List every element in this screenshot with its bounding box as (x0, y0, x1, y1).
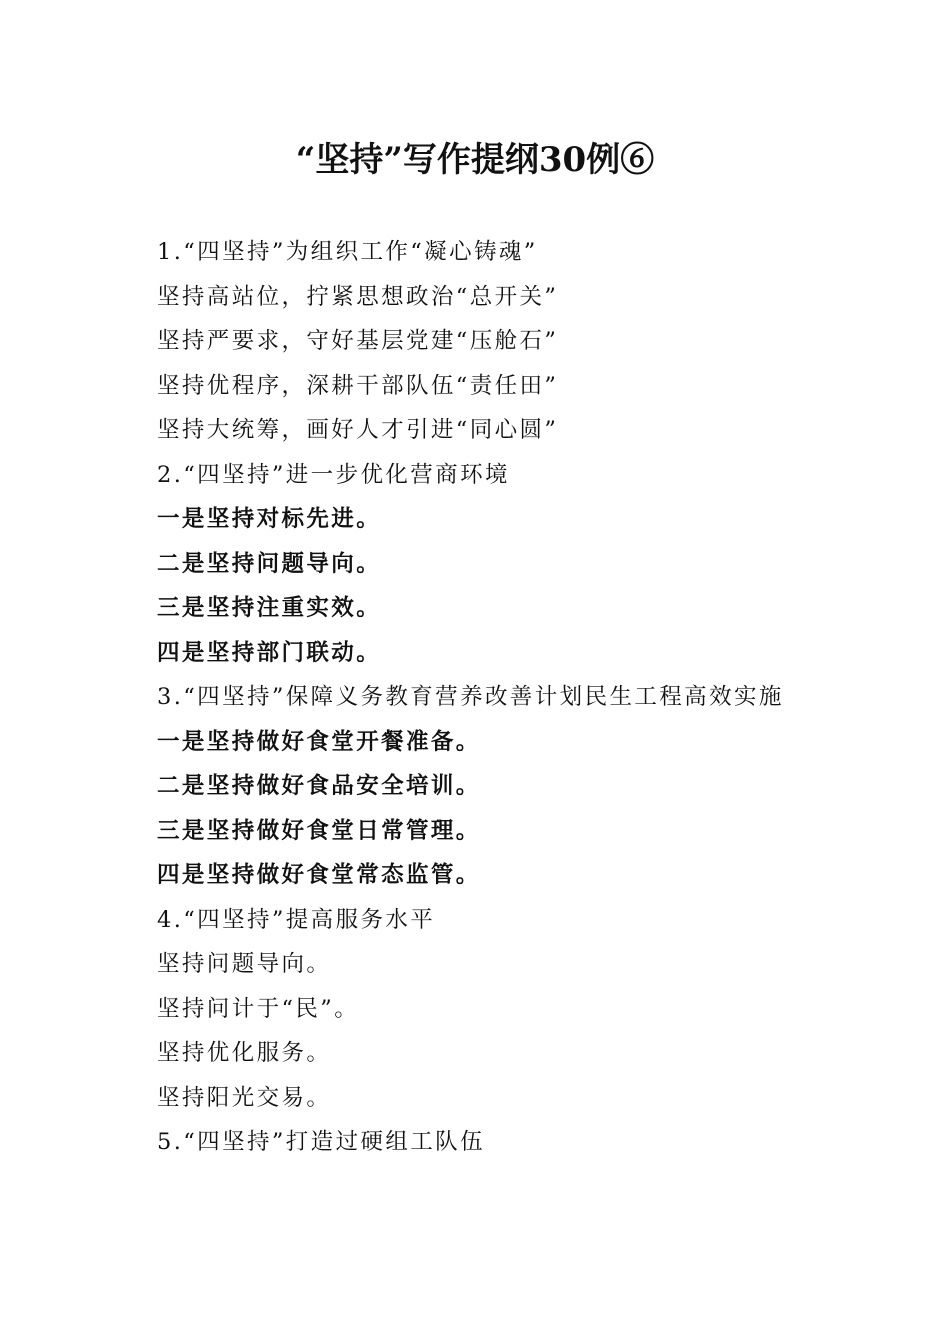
outline-line: 坚持优程序，深耕干部队伍“责任田” (157, 372, 559, 399)
outline-line: 三是坚持注重实效。 (157, 595, 382, 621)
document-body (157, 230, 857, 1165)
outline-line: 坚持阳光交易。 (157, 1084, 332, 1111)
document-title: “坚持”写作提纲30例⑥ (295, 140, 655, 180)
outline-line: 四是坚持部门联动。 (157, 639, 382, 666)
outline-line: 一是坚持对标先进。 (157, 506, 382, 532)
outline-line: 一是坚持做好食堂开餐准备。 (157, 728, 481, 755)
outline-line: 坚持高站位，拧紧思想政治“总开关” (157, 283, 559, 310)
outline-heading-5: 5.“四坚持”打造过硬组工队伍 (157, 1129, 485, 1155)
outline-line: 坚持严要求，守好基层党建“压舱石” (157, 328, 559, 354)
outline-line: 坚持问题导向。 (157, 951, 332, 977)
outline-line: 坚持大统筹，画好人才引进“同心圆” (157, 417, 559, 443)
outline-heading-4: 4.“四坚持”提高服务水平 (157, 906, 436, 933)
outline-heading-2: 2.“四坚持”进一步优化营商环境 (157, 461, 510, 488)
outline-heading-3: 3.“四坚持”保障义务教育营养改善计划民生工程高效实施 (157, 684, 784, 710)
outline-heading-1: 1.“四坚持”为组织工作“凝心铸魂” (157, 239, 538, 265)
outline-line: 坚持优化服务。 (157, 1040, 332, 1066)
outline-line: 四是坚持做好食堂常态监管。 (157, 862, 481, 888)
outline-line: 坚持问计于“民”。 (157, 995, 360, 1022)
outline-line: 二是坚持做好食品安全培训。 (157, 773, 481, 799)
outline-line: 三是坚持做好食堂日常管理。 (157, 817, 481, 844)
outline-line: 二是坚持问题导向。 (157, 550, 382, 577)
